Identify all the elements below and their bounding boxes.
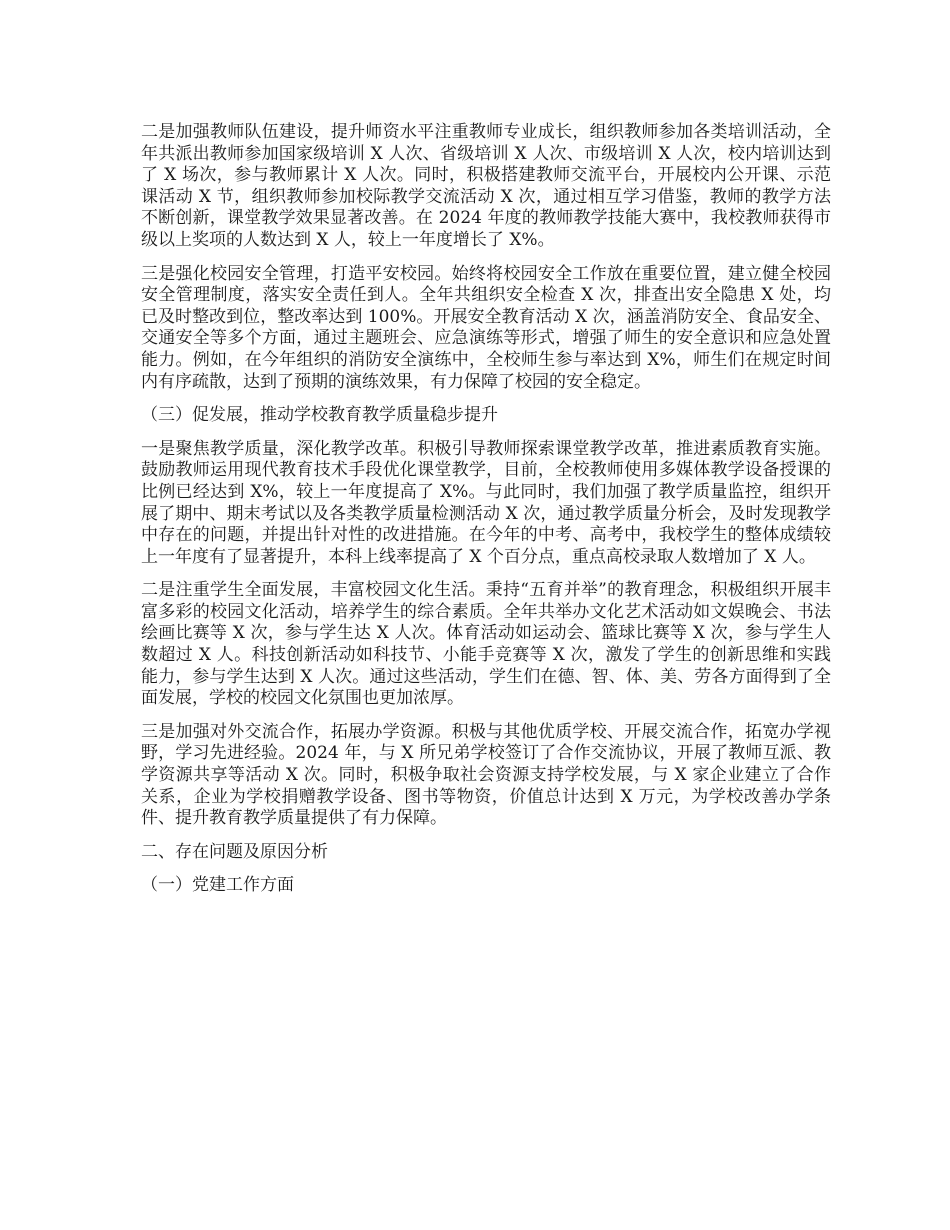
paragraph-campus-safety: 三是强化校园安全管理，打造平安校园。始终将校园安全工作放在重要位置，建立健全校园安全管理制度，落实安全责任到人。全年共组织安全检查 X 次，排查出安全隐患 X 处，均已及时整改到位，整改率达到 100%。开展安全教育活动 X 次，涵盖消防安全、食品安全、交通安全等多个方面，通过主题班会、应急演练等形式，增强了师生的安全意识和应急处置能力。例如，在今年组织的消防安全演练中，全校师生参与率达到 X%，师生们在规定时间内有序疏散，达到了预期的演练效果，有力保障了校园的安全稳定。 [141, 263, 831, 392]
paragraph-external-cooperation: 三是加强对外交流合作，拓展办学资源。积极与其他优质学校、开展交流合作，拓宽办学视野，学习先进经验。2024 年，与 X 所兄弟学校签订了合作交流协议，开展了教师互派、教学资源共享等活动 X 次。同时，积极争取社会资源支持学校发展，与 X 家企业建立了合作关系，企业为学校捐赠教学设备、图书等物资，价值总计达到 X 万元，为学校改善办学条件、提升教育教学质量提供了有力保障。 [141, 721, 831, 829]
document-page [141, 122, 831, 909]
section-heading-development: （三）促发展，推动学校教育教学质量稳步提升 [141, 405, 498, 426]
paragraph-teacher-training: 二是加强教师队伍建设，提升师资水平注重教师专业成长，组织教师参加各类培训活动，全年共派出教师参加国家级培训 X 人次、省级培训 X 人次、市级培训 X 人次，校内培训达到了 X 场次，参与教师累计 X 人次。同时，积极搭建教师交流平台，开展校内公开课、示范课活动 X 节，组织教师参加校际教学交流活动 X 次，通过相互学习借鉴，教师的教学方法不断创新，课堂教学效果显著改善。在 2024 年度的教师教学技能大赛中，我校教师获得市级以上奖项的人数达到 X 人，较上一年度增长了 X%。 [141, 122, 831, 250]
section-heading-problems: 二、存在问题及原因分析 [141, 841, 328, 862]
paragraph-teaching-quality: 一是聚焦教学质量，深化教学改革。积极引导教师探索课堂教学改革，推进素质教育实施。鼓励教师运用现代教育技术手段优化课堂教学，目前，全校教师使用多媒体教学设备授课的比例已经达到 X%，较上一年度提高了 X%。与此同时，我们加强了教学质量监控，组织开展了期中、期末考试以及各类教学质量检测活动 X 次，通过教学质量分析会，及时发现教学中存在的问题，并提出针对性的改进措施。在今年的中考、高考中，我校学生的整体成绩较上一年度有了显著提升，本科上线率提高了 X 个百分点，重点高校录取人数增加了 X 人。 [141, 438, 831, 567]
subsection-heading-party-building: （一）党建工作方面 [141, 875, 294, 896]
paragraph-student-development: 二是注重学生全面发展，丰富校园文化生活。秉持“五育并举”的教育理念，积极组织开展丰富多彩的校园文化活动，培养学生的综合素质。全年共举办文化艺术活动如文娱晚会、书法绘画比赛等 X 次，参与学生达 X 人次。体育活动如运动会、篮球比赛等 X 次，参与学生人数超过 X 人。科技创新活动如科技节、小能手竞赛等 X 次，激发了学生的创新思维和实践能力，参与学生达到 X 人次。通过这些活动，学生们在德、智、体、美、劳各方面得到了全面发展，学校的校园文化氛围也更加浓厚。 [141, 580, 831, 709]
